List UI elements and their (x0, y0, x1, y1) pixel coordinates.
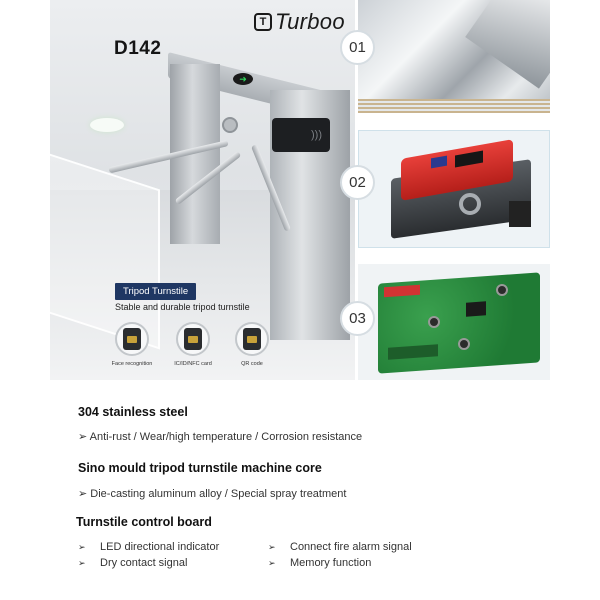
panel-number: 02 (340, 165, 375, 200)
section-title-steel: 304 stainless steel (78, 405, 188, 419)
section-line-steel: ➢ Anti-rust / Wear/high temperature / Corrosion resistance (78, 431, 363, 443)
product-badge: Tripod Turnstile (115, 283, 196, 300)
capacitor (428, 316, 440, 328)
feature-card (161, 322, 225, 367)
logo-mark-icon: T (254, 13, 272, 31)
panel-core-image (358, 130, 550, 248)
capacitor (496, 284, 508, 296)
bullet-text: LED directional indicator (100, 541, 220, 553)
panel-number: 01 (340, 30, 375, 65)
bullet-text: Dry contact signal (100, 557, 188, 569)
bullet-item (78, 557, 187, 569)
steel-sheet (465, 0, 550, 89)
chip (466, 301, 486, 316)
bullet-item (268, 557, 371, 569)
card-reader (272, 118, 330, 152)
panel-board-image (358, 264, 550, 380)
bullet-item (78, 541, 219, 553)
bullet-arrow-icon: ➢ (78, 558, 86, 568)
direction-indicator-icon: ➜ (233, 73, 253, 85)
capacitor (458, 338, 470, 350)
card-reader-icon (176, 322, 210, 356)
feature-face-recognition (100, 322, 164, 367)
panel-steel-image (358, 0, 550, 113)
product-subtitle: Stable and durable tripod turnstile (115, 302, 250, 312)
card-wave-icon: ))) (311, 129, 322, 141)
bullet-item (268, 541, 412, 553)
bullet-arrow-icon: ➢ (268, 558, 276, 568)
panel-number: 03 (340, 301, 375, 336)
model-name: D142 (114, 38, 162, 59)
bullet-text: Memory function (290, 557, 372, 569)
feature-label: Face recognition (111, 361, 153, 367)
core-foot (509, 201, 531, 227)
light-spot (90, 118, 124, 132)
feature-qr (220, 322, 284, 367)
feature-label: IC/ID/NFC card (174, 361, 212, 367)
gear-icon (459, 193, 481, 215)
bullet-arrow-icon: ➢ (268, 542, 276, 552)
section-line-core: ➢ Die-casting aluminum alloy / Special spray treatment (78, 488, 347, 500)
section-title-board: Turnstile control board (76, 515, 212, 529)
feature-label: QR code (241, 361, 263, 367)
bullet-text: Connect fire alarm signal (290, 541, 412, 553)
section-title-core: Sino mould tripod turnstile machine core (78, 461, 322, 475)
sheet-stack-edge (358, 99, 550, 113)
brand-logo (254, 9, 345, 35)
hero-image (50, 0, 355, 380)
brand-name: Turboo (275, 9, 345, 34)
qr-scanner-icon (235, 322, 269, 356)
bullet-arrow-icon: ➢ (78, 542, 86, 552)
tripod-hub (222, 117, 238, 133)
face-scanner-icon (115, 322, 149, 356)
